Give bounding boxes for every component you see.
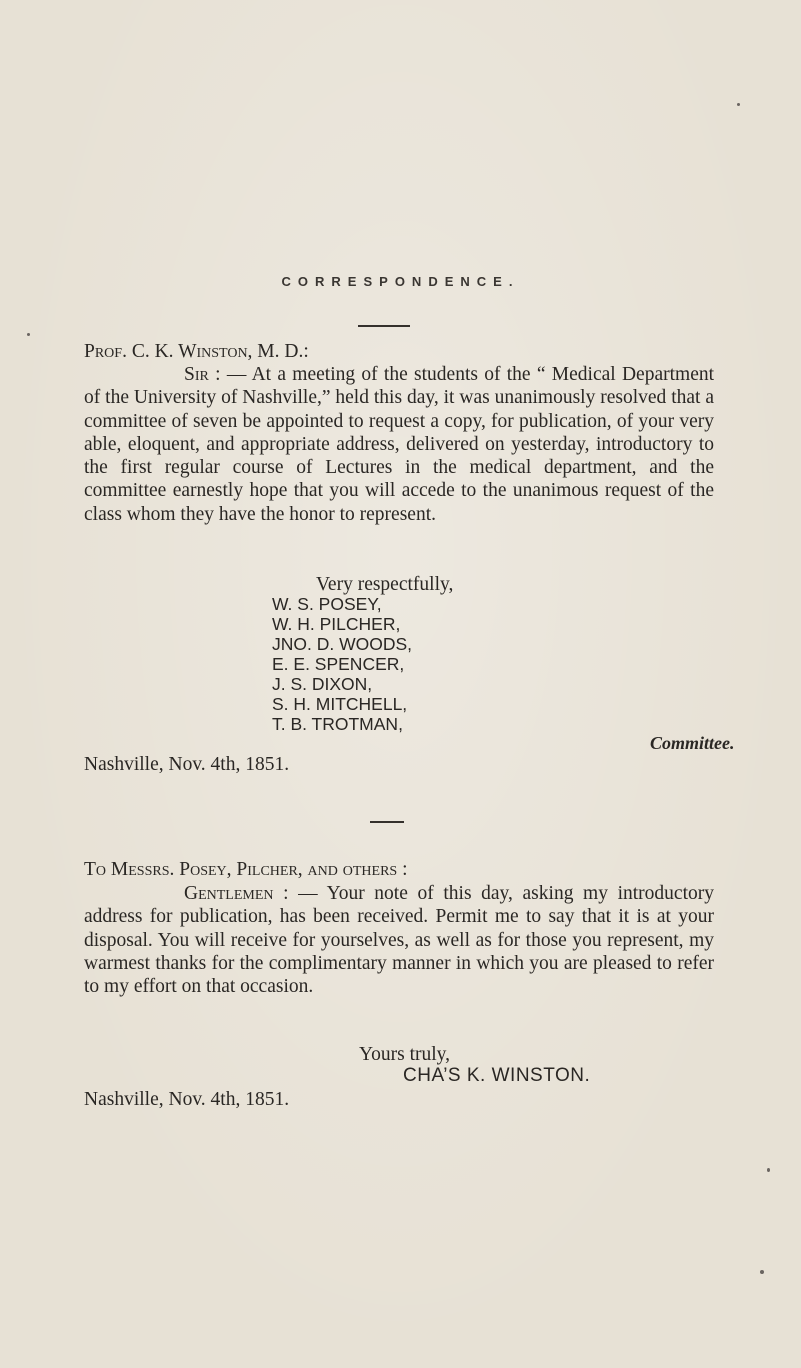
paper-speck (760, 1270, 764, 1274)
divider-rule (358, 325, 410, 327)
page-heading: CORRESPONDENCE. (281, 274, 520, 289)
signer-name: W. H. PILCHER, (272, 614, 401, 634)
letter2-salutation: Gentlemen : (184, 883, 289, 904)
signers-list (272, 594, 412, 734)
signer-name: J. S. DIXON, (272, 674, 373, 694)
signer-name: T. B. TROTMAN, (272, 714, 403, 734)
paper-speck (27, 333, 30, 336)
letter2-addressee (84, 858, 407, 881)
paper-speck (737, 103, 740, 106)
signer-name: W. S. POSEY, (272, 594, 382, 614)
signer-name: E. E. SPENCER, (272, 654, 405, 674)
letter1-body (84, 363, 714, 526)
letter2-addressee-text: To Messrs. Posey, Pilcher, and others : (84, 859, 408, 880)
letter2-body-text: — Your note of this day, asking my introductory address for publication, has been received. Permit me to say that it is at your disposal. You will receive for yourselves, as well as for those you represent, my warmest thanks for the complimentary manner in which you are pleased to refer to my effort on that occasion. (84, 883, 714, 998)
letter1-closing: Very respectfully, (316, 574, 454, 595)
letter1-dateline: Nashville, Nov. 4th, 1851. (84, 754, 290, 775)
letter2-closing: Yours truly, (359, 1044, 451, 1065)
letter1-body-text: — At a meeting of the students of the “ Medical Department of the University of Nashville,” held this day, it was unanimously resolved that a committee of seven be appointed to request a copy, for publication, of your very able, eloquent, and appropriate address, delivered on yesterday, introductory to the first regular course of Lectures in the medical department, and the committee earnestly hope that you will accede to the unanimous request of the class whom they have the honor to represent. (84, 364, 715, 525)
signer-name: JNO. D. WOODS, (272, 634, 412, 654)
committee-label: Committee. (650, 733, 735, 753)
letter2-dateline: Nashville, Nov. 4th, 1851. (84, 1089, 290, 1110)
letter2-signature: CHA’S K. WINSTON. (403, 1065, 591, 1086)
signer-name: S. H. MITCHELL, (272, 694, 408, 714)
divider-rule (370, 821, 404, 823)
letter1-salutation: Sir : (184, 364, 221, 385)
letter1-addressee (84, 340, 309, 363)
paper-speck (767, 1168, 770, 1172)
letter1-addressee-text: Prof. C. K. Winston, M. D.: (84, 341, 309, 362)
letter2-body (84, 882, 714, 998)
